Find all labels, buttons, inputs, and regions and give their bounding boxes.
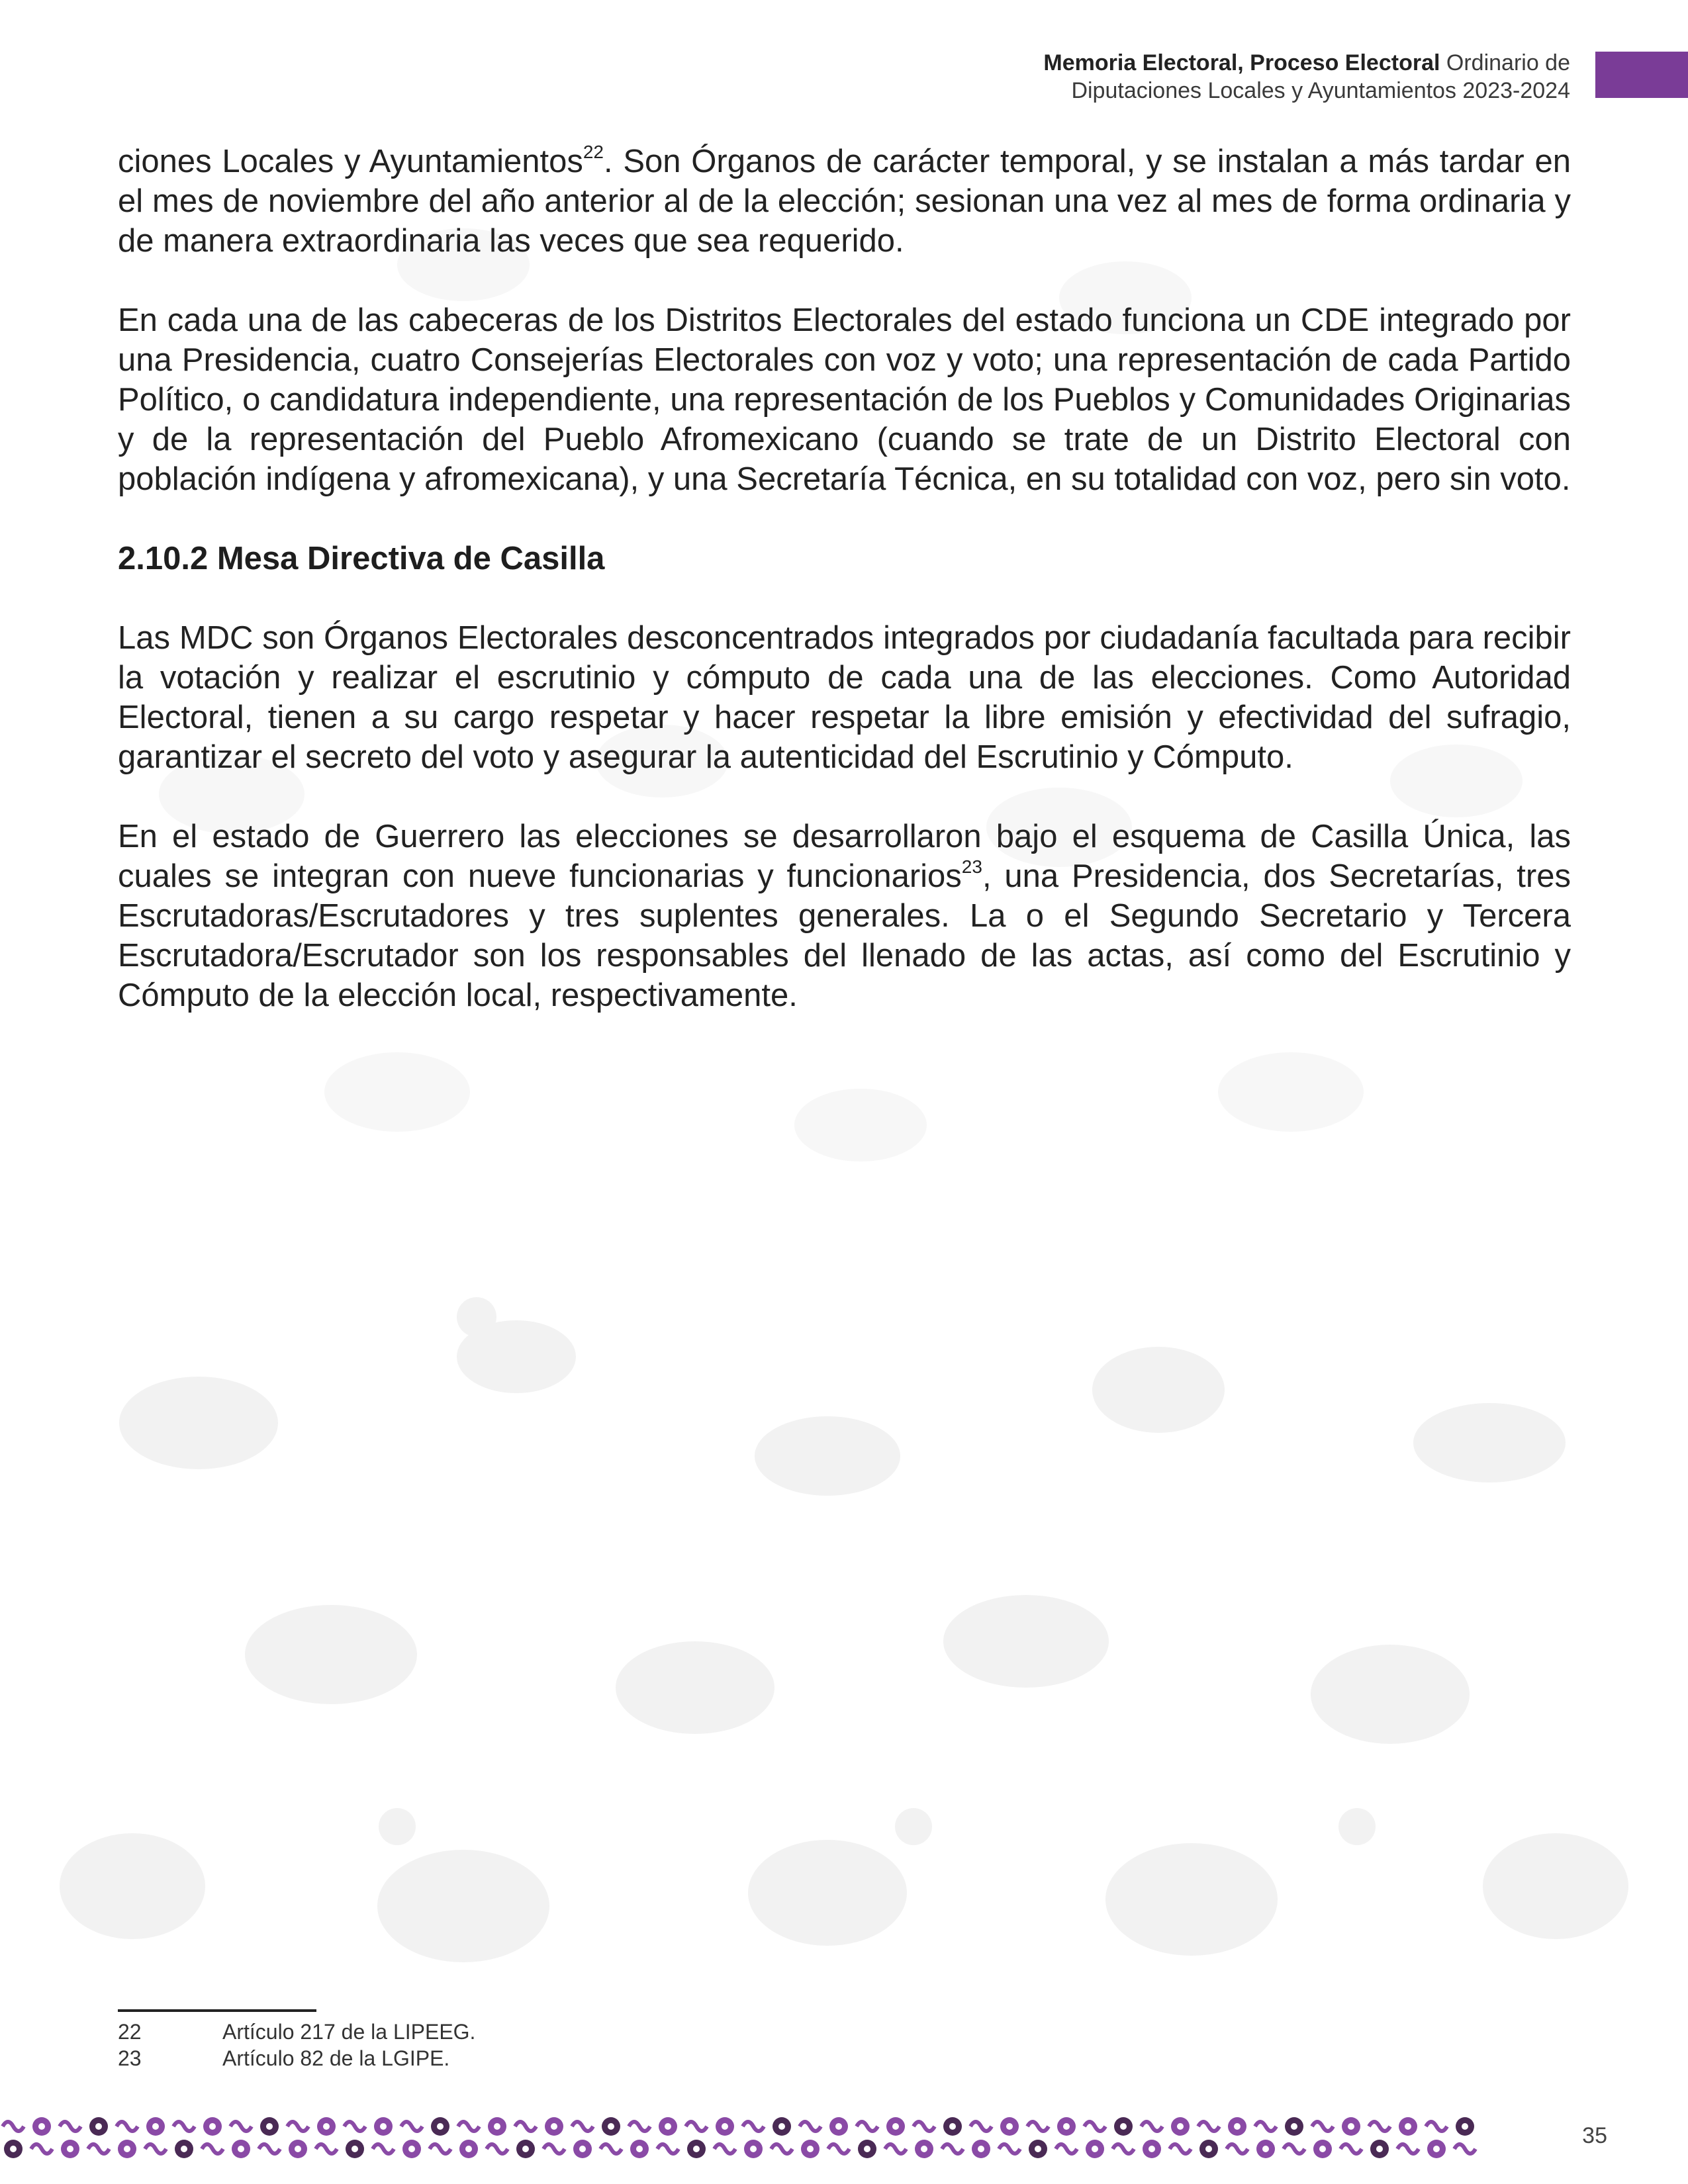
border-flower-icon	[173, 2122, 195, 2158]
border-flower-icon	[1084, 2122, 1105, 2158]
border-flower-icon	[1284, 2117, 1305, 2154]
border-flower-icon	[515, 2122, 536, 2158]
border-flower-icon	[373, 2117, 394, 2154]
paragraph-1-text-a: ciones Locales y Ayuntamientos	[118, 144, 583, 179]
border-flower-icon	[999, 2117, 1020, 2154]
footnote-divider	[118, 2009, 316, 2012]
border-flower-icon	[344, 2122, 365, 2158]
border-flower-icon	[857, 2122, 878, 2158]
page-number: 35	[1582, 2123, 1607, 2148]
border-flower-icon	[3, 2122, 24, 2158]
header-title-rest: Ordinario de	[1446, 50, 1570, 75]
border-flower-icon	[430, 2117, 451, 2154]
border-flower-icon	[714, 2117, 735, 2154]
border-flower-icon	[230, 2122, 252, 2158]
border-flower-icon	[1312, 2122, 1333, 2158]
border-flower-icon	[629, 2122, 650, 2158]
border-flower-icon	[88, 2117, 109, 2154]
paragraph-4-text-b: , una Presidencia, dos Secretarías, tres Escrutadoras/Escrutadores y tres suplentes generales. La o el Segundo Secretario y Tercera Escrutadora/Escrutador son los responsables del llenado de las actas, así como del Escrutinio y Cómputo de la elección local, respectivamente.	[118, 858, 1571, 1013]
border-flower-icon	[1170, 2117, 1191, 2154]
border-flower-icon	[487, 2117, 508, 2154]
border-flower-icon	[1255, 2122, 1276, 2158]
border-flower-icon	[60, 2122, 81, 2158]
border-flower-icon	[657, 2117, 679, 2154]
border-flower-icon	[1056, 2117, 1077, 2154]
header-title-bold: Memoria Electoral, Proceso Electoral	[1043, 50, 1440, 75]
border-flower-icon	[259, 2117, 280, 2154]
border-flower-icon	[1426, 2122, 1447, 2158]
border-flower-icon	[1397, 2117, 1419, 2154]
border-flower-icon	[1227, 2117, 1248, 2154]
embroidery-border	[0, 2108, 1503, 2169]
footnote-number: 22	[118, 2020, 142, 2044]
border-flower-icon	[828, 2117, 849, 2154]
section-heading: 2.10.2 Mesa Directiva de Casilla	[118, 541, 605, 576]
header-accent-tab	[1595, 52, 1688, 98]
footnote-item	[118, 2019, 475, 2045]
border-flower-icon	[885, 2117, 906, 2154]
paragraph-4-text-a: En el estado de Guerrero las elecciones se desarrollaron bajo el esquema de Casilla Única, las cuales se integran con nueve funcionarias y funcionarios	[118, 819, 1571, 894]
border-flower-icon	[1027, 2122, 1049, 2158]
footnote-text: Artículo 217 de la LIPEEG.	[222, 2020, 476, 2044]
border-flower-icon	[287, 2122, 308, 2158]
footnote-item	[118, 2045, 475, 2071]
paragraph-4	[118, 817, 1571, 1015]
border-flower-icon	[316, 2117, 337, 2154]
border-flower-icon	[1369, 2122, 1390, 2158]
border-flower-icon	[458, 2122, 479, 2158]
main-content	[118, 142, 1571, 1015]
border-flower-icon	[600, 2117, 622, 2154]
footnote-ref-23[interactable]: 23	[961, 856, 982, 877]
header-line-1	[1043, 49, 1570, 77]
border-flower-icon	[942, 2117, 963, 2154]
border-flower-icon	[401, 2122, 422, 2158]
header-line-2: Diputaciones Locales y Ayuntamientos 2023-2024	[1071, 78, 1570, 103]
paragraph-3: Las MDC son Órganos Electorales desconcentrados integrados por ciudadanía facultada para recibir la votación y realizar el escrutinio y cómputo de cada una de las elecciones. Como Autoridad Electoral, tienen a su cargo respetar y hacer respetar la libre emisión y efectividad del sufragio, garantizar el secreto del voto y asegurar la autenticidad del Escrutinio y Cómputo.	[118, 620, 1571, 775]
paragraph-1	[118, 142, 1571, 261]
border-flower-icon	[117, 2122, 138, 2158]
border-flower-icon	[686, 2122, 707, 2158]
border-flower-icon	[31, 2117, 52, 2154]
footnotes	[118, 2019, 475, 2071]
border-flower-icon	[800, 2122, 821, 2158]
border-flower-icon	[771, 2117, 792, 2154]
border-flower-icon	[970, 2122, 992, 2158]
border-flower-icon	[1141, 2122, 1162, 2158]
footnote-number: 23	[118, 2046, 142, 2070]
border-flower-icon	[145, 2117, 166, 2154]
paragraph-1-text-b: . Son Órganos de carácter temporal, y se instalan a más tardar en el mes de noviembre del año anterior al de la elección; sesionan una vez al mes de forma ordinaria y de manera extraordinaria las veces que sea requerido.	[118, 144, 1571, 259]
border-flower-icon	[914, 2122, 935, 2158]
border-flower-icon	[543, 2117, 565, 2154]
border-flower-icon	[743, 2122, 764, 2158]
border-flower-icon	[1454, 2117, 1476, 2154]
footnote-ref-22[interactable]: 22	[583, 141, 604, 162]
border-flower-icon	[572, 2122, 593, 2158]
paragraph-2: En cada una de las cabeceras de los Distritos Electorales del estado funciona un CDE integrado por una Presidencia, cuatro Consejerías Electorales con voz y voto; una representación de cada Partido Político, o candidatura independiente, una representación de los Pueblos y Comunidades Originarias y de la representación del Pueblo Afromexicano (cuando se trate de un Distrito Electoral con población indígena y afromexicana), y una Secretaría Técnica, en su totalidad con voz, pero sin voto.	[118, 302, 1571, 497]
border-flower-icon	[1198, 2122, 1219, 2158]
running-header	[1043, 49, 1570, 105]
footnote-text: Artículo 82 de la LGIPE.	[222, 2046, 450, 2070]
border-flower-icon	[1340, 2117, 1362, 2154]
border-flower-icon	[202, 2117, 223, 2154]
border-flower-icon	[1113, 2117, 1134, 2154]
